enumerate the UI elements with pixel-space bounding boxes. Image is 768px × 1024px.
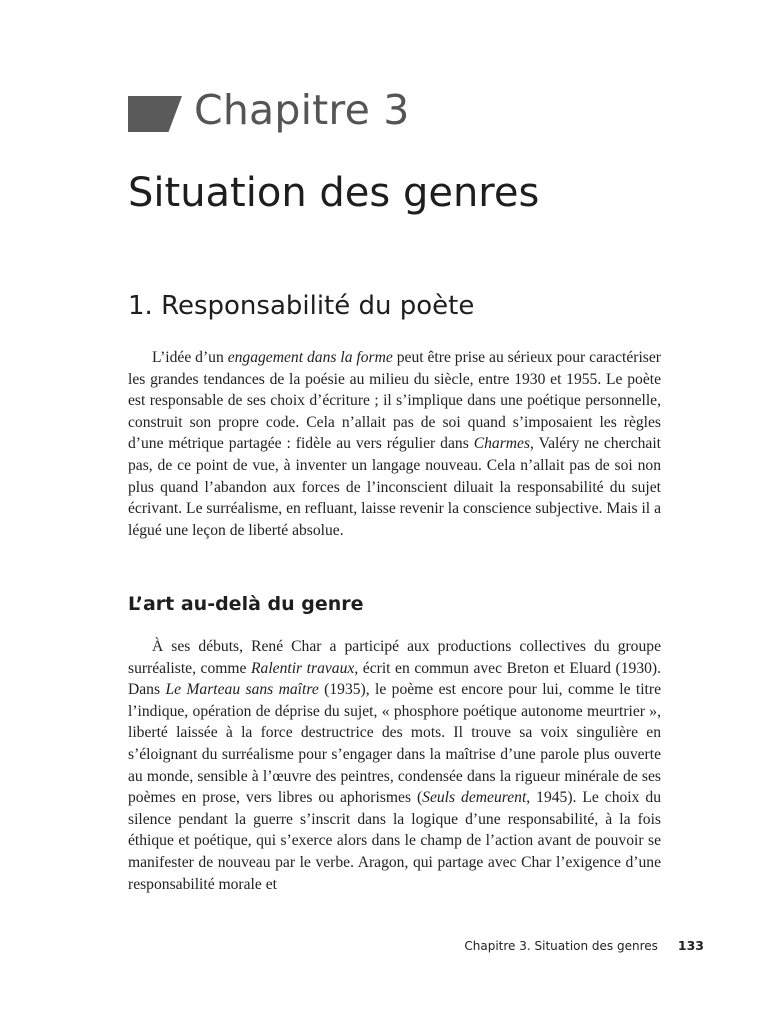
text-run: , 1945). Le choix du silence pendant la guerre s’inscrit dans la logique d’une responsabilité, à la fois éthique et poétique, qui s’exerce alors dans le champ de l’action avant de pouvoir se manifester de nouveau par le verbe. Aragon, qui partage avec Char l’exigence d’une responsabilité morale et (128, 789, 661, 893)
section-paragraph (128, 347, 661, 541)
italic-title: Charmes (473, 435, 531, 453)
running-head: Chapitre 3. Situation des genres (464, 939, 658, 953)
italic-title: Seuls demeurent (422, 789, 527, 807)
page-number: 133 (677, 938, 704, 953)
chapter-title: Situation des genres (128, 170, 540, 216)
chapter-heading (128, 86, 648, 148)
text-run: (1935), le poème est encore pour lui, comme le titre l’indique, opération de déprise du sujet, « phosphore poétique autonome meurtrier », liberté laissée à la force destructrice des mots. Il trouve sa voix singulière en s’éloignant du surréalisme pour s’engager dans la maîtrise d’une parole plus ouverte au monde, sensible à l’œuvre des peintres, condensée dans la rigueur minérale de ses poèmes en prose, vers libres ou aphorismes ( (128, 681, 661, 807)
text-run: , Valéry ne cherchait pas, de ce point de vue, à inventer un langage nouveau. Cela n’allait pas de soi non plus quand l’abandon aux forces de l’inconscient diluait la responsabilité du sujet écrivant. Le surréalisme, en refluant, laisse revenir la conscience subjective. Mais il a légué une leçon de liberté absolue. (128, 435, 661, 539)
text-run: L’idée d’un (152, 349, 228, 366)
italic-phrase: engagement dans la forme (227, 349, 393, 366)
text-run: , écrit en commun avec Breton et Eluard (1930). Dans (128, 659, 662, 699)
text-run: peut être prise au sérieux pour caractériser les grandes tendances de la poésie au milieu du siècle, entre 1930 et 1955. Le poète est responsable de ses choix d’écriture ; il s’implique dans une poétique personnelle, construit son propre code. Cela n’allait pas de soi quand s’imposaient les règles d’une métrique partagée : fidèle au vers régulier dans (128, 349, 661, 453)
chapter-marker-shape (128, 96, 182, 132)
subsection-title: L’art au-delà du genre (128, 593, 364, 615)
text-run: À ses débuts, René Char a participé aux productions collectives du groupe surréaliste, comme (128, 638, 661, 677)
italic-title: Ralentir travaux (251, 659, 355, 677)
italic-title: Le Marteau sans maître (165, 681, 319, 699)
page-footer (464, 938, 704, 953)
section-title: 1. Responsabilité du poète (128, 291, 475, 321)
subsection-paragraph (128, 636, 661, 895)
chapter-label: Chapitre 3 (194, 86, 410, 134)
